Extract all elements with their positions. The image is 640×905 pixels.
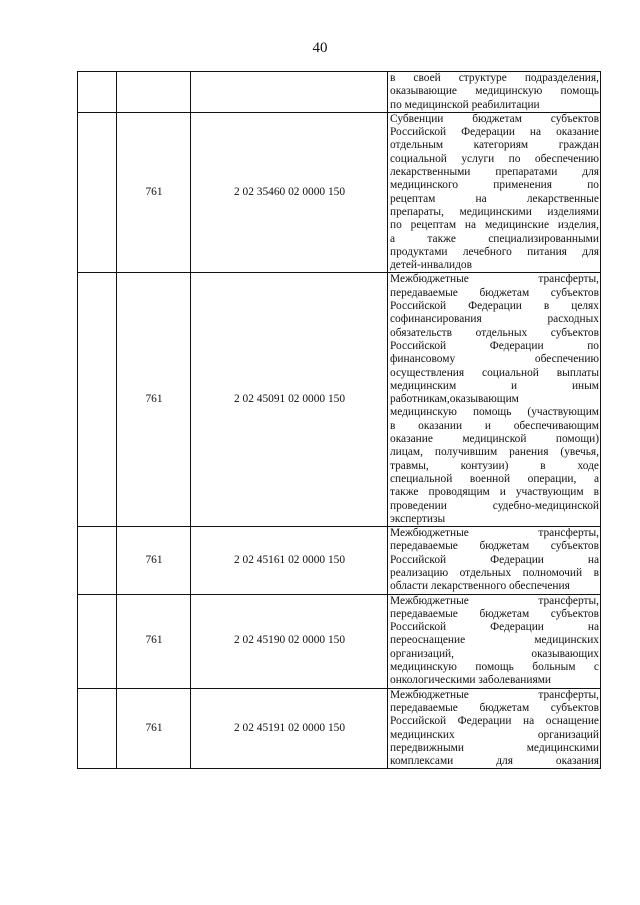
description-line: Российской Федерации по — [390, 339, 599, 352]
description-line: переоснащение медицинских — [390, 634, 599, 647]
description-cell — [388, 594, 601, 688]
description-line: продуктами лечебного питания для — [390, 245, 599, 258]
description-line: организаций, оказывающих — [390, 647, 599, 660]
description-line: специальной военной операции, а — [390, 472, 599, 485]
description-line: по медицинской реабилитации — [390, 98, 540, 111]
description-line: а также специализированными — [390, 232, 599, 245]
description-line: медицинскую помощь больным с — [390, 661, 599, 674]
description-cell — [388, 273, 601, 527]
description-line: комплексами для оказания — [390, 755, 599, 768]
description-cell — [388, 112, 601, 273]
table-row — [78, 594, 601, 688]
admin-code-cell — [117, 72, 191, 113]
description-line: медицинского применения по — [390, 179, 599, 192]
description-line: осуществления социальной выплаты — [390, 366, 599, 379]
description-line: проведении судебно-медицинской — [390, 499, 599, 512]
description-line: обязательств отдельных субъектов — [390, 326, 599, 339]
empty-cell — [78, 273, 117, 527]
budget-codes-table — [77, 71, 601, 769]
description-line: Российской Федерации на оснащение — [390, 715, 599, 728]
table-row — [78, 72, 601, 113]
budget-code-cell — [191, 72, 388, 113]
description-line: онкологическими заболеваниями — [390, 674, 551, 687]
description-line: отдельным категориям граждан — [390, 139, 599, 152]
budget-code-cell: 2 02 45190 02 0000 150 — [191, 594, 388, 688]
description-line: также проводящим и участвующим в — [390, 486, 599, 499]
description-line: передаваемые бюджетам субъектов — [390, 701, 599, 714]
budget-code-cell: 2 02 45091 02 0000 150 — [191, 273, 388, 527]
description-cell — [388, 688, 601, 769]
description-cell — [388, 72, 601, 113]
description-line: области лекарственного обеспечения — [390, 580, 570, 593]
budget-code-cell: 2 02 35460 02 0000 150 — [191, 112, 388, 273]
description-line: софинансирования расходных — [390, 313, 599, 326]
description-cell — [388, 527, 601, 594]
description-line: Субвенции бюджетам субъектов — [390, 112, 599, 125]
description-line: оказание медицинской помощи) — [390, 433, 599, 446]
description-line: лицам, получившим ранения (увечья, — [390, 446, 599, 459]
admin-code-cell: 761 — [117, 273, 191, 527]
admin-code-cell: 761 — [117, 527, 191, 594]
description-line: передаваемые бюджетам субъектов — [390, 607, 599, 620]
budget-code-cell: 2 02 45161 02 0000 150 — [191, 527, 388, 594]
description-line: работникам,оказывающим — [390, 393, 519, 406]
empty-cell — [78, 594, 117, 688]
description-line: Российской Федерации на — [390, 621, 599, 634]
description-line: в оказании и обеспечивающим — [390, 419, 599, 432]
description-line: Межбюджетные трансферты, — [390, 688, 599, 701]
description-line: Российской Федерации в целях — [390, 300, 599, 313]
description-line: травмы, контузии) в ходе — [390, 459, 599, 472]
description-line: передвижными медицинскими — [390, 741, 599, 754]
empty-cell — [78, 72, 117, 113]
description-line: медицинским и иным — [390, 379, 599, 392]
description-line: Межбюджетные трансферты, — [390, 594, 599, 607]
description-line: оказывающие медицинскую помощь — [390, 85, 599, 98]
description-line: препараты, медицинскими изделиями — [390, 205, 599, 218]
description-line: Межбюджетные трансферты, — [390, 273, 599, 286]
table-row — [78, 688, 601, 769]
table-row — [78, 112, 601, 273]
description-line: по рецептам на медицинские изделия, — [390, 219, 599, 232]
empty-cell — [78, 112, 117, 273]
description-line: реализацию отдельных полномочий в — [390, 566, 599, 579]
description-line: лекарственными препаратами для — [390, 166, 599, 179]
description-line: в своей структуре подразделения, — [390, 72, 599, 84]
page-number: 40 — [312, 40, 328, 56]
description-line: медицинских организаций — [390, 728, 599, 741]
empty-cell — [78, 688, 117, 769]
description-line: детей-инвалидов — [390, 259, 472, 272]
description-line: Российской Федерации на оказание — [390, 126, 599, 139]
admin-code-cell: 761 — [117, 688, 191, 769]
description-line: Межбюджетные трансферты, — [390, 527, 599, 540]
description-line: рецептам на лекарственные — [390, 192, 599, 205]
table-row — [78, 527, 601, 594]
description-line: передаваемые бюджетам субъектов — [390, 286, 599, 299]
admin-code-cell: 761 — [117, 112, 191, 273]
empty-cell — [78, 527, 117, 594]
description-line: экспертизы — [390, 512, 446, 525]
budget-code-cell: 2 02 45191 02 0000 150 — [191, 688, 388, 769]
description-line: финансовому обеспечению — [390, 353, 599, 366]
description-line: Российской Федерации на — [390, 553, 599, 566]
description-line: социальной услуги по обеспечению — [390, 152, 599, 165]
admin-code-cell: 761 — [117, 594, 191, 688]
table-row — [78, 273, 601, 527]
description-line: медицинскую помощь (участвующим — [390, 406, 599, 419]
description-line: передаваемые бюджетам субъектов — [390, 540, 599, 553]
